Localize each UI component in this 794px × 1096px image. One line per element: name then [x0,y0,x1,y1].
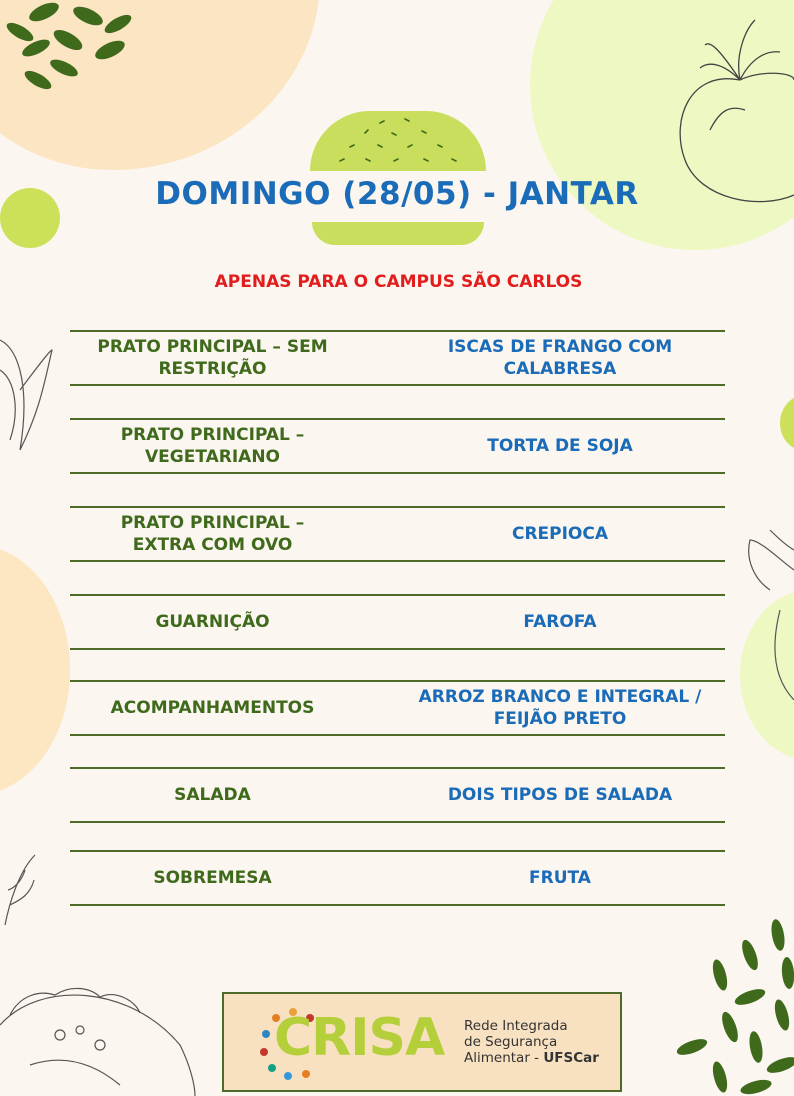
menu-row [70,506,725,562]
logo-line-bold: UFSCar [543,1050,599,1066]
leaf-sprig-icon [0,850,40,930]
menu-category: ACOMPANHAMENTOS [110,698,315,718]
leaves-icon [0,0,150,100]
menu-category: GUARNIÇÃO [155,612,270,632]
taco-icon [0,975,200,1096]
menu-category: SOBREMESA [153,868,272,888]
menu-item: FRUTA [529,868,591,888]
crisa-logo [222,992,622,1092]
logo-wordmark: CRISA [274,1008,445,1068]
menu-row [70,418,725,474]
campus-notice: APENAS PARA O CAMPUS SÃO CARLOS [214,272,583,292]
menu-item: FAROFA [523,612,597,632]
menu-row [70,594,725,650]
logo-line: Rede Integrada [464,1018,568,1034]
page-title: DOMINGO (28/05) - JANTAR [155,176,639,212]
menu-row [70,330,725,386]
menu-item: ARROZ BRANCO E INTEGRAL / FEIJÃO PRETO [418,687,702,729]
menu-item: DOIS TIPOS DE SALADA [447,785,673,805]
decorative-dot-right [780,395,794,451]
logo-caption [464,1018,599,1066]
menu-item: TORTA DE SOJA [487,436,633,456]
menu-category: PRATO PRINCIPAL – VEGETARIANO [120,425,305,467]
burger-bun-top [310,111,486,171]
carrot-icon [740,530,794,700]
logo-line-prefix: Alimentar - [464,1050,544,1066]
menu-item: CREPIOCA [511,524,609,544]
leaves-icon [670,915,794,1096]
menu-row [70,767,725,823]
burger-bun-bottom [312,222,484,245]
sesame-seeds-icon [310,111,486,171]
menu-category: PRATO PRINCIPAL – SEM RESTRIÇÃO [97,337,328,379]
menu-category: PRATO PRINCIPAL – EXTRA COM OVO [120,513,305,555]
decorative-blob-left [0,545,70,795]
menu-row [70,680,725,736]
menu-category: SALADA [174,785,251,805]
lettuce-icon [0,330,60,460]
menu-row [70,850,725,906]
menu-item: ISCAS DE FRANGO COM CALABRESA [447,337,673,379]
logo-line: de Segurança [464,1034,558,1050]
logo-line [464,1050,599,1066]
